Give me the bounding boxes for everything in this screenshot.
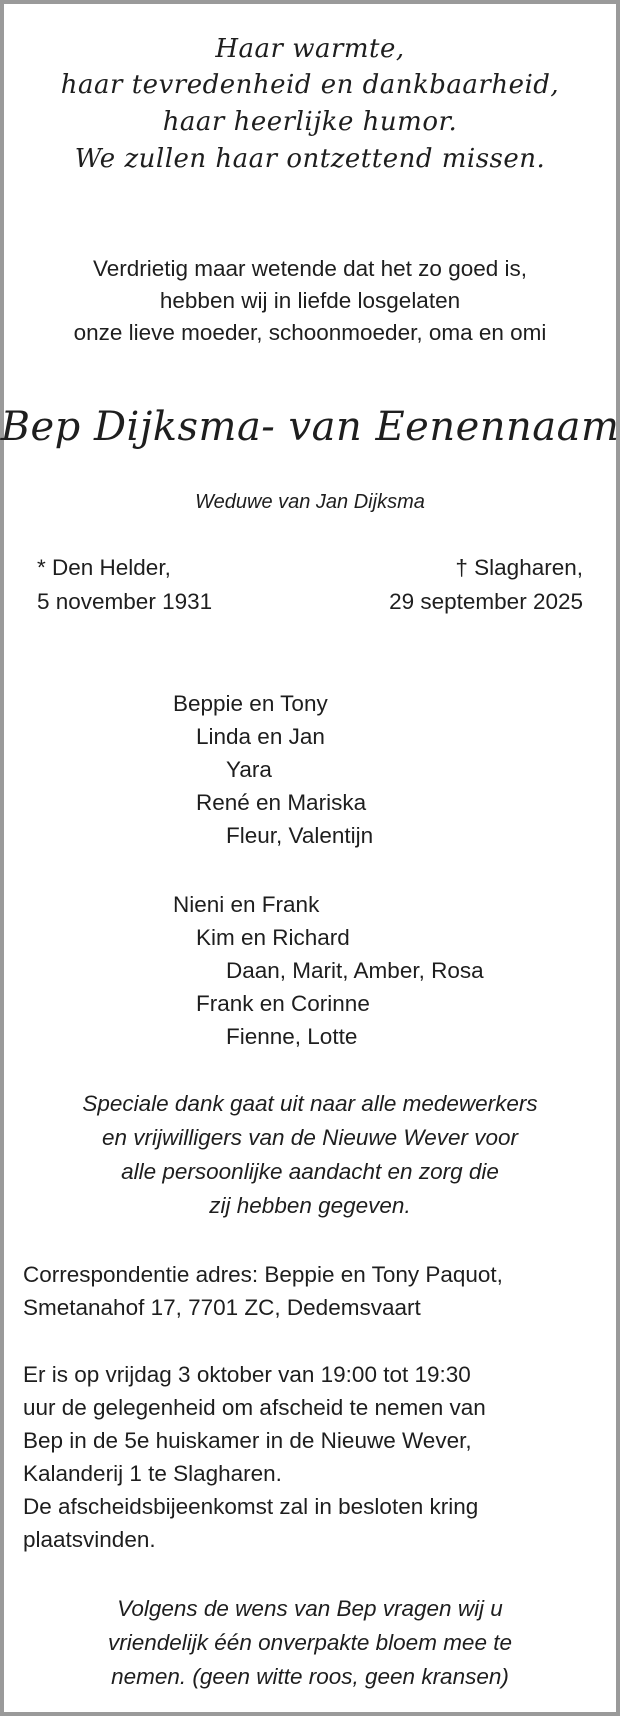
- wish-line: nemen. (geen witte roos, geen kransen): [111, 1664, 509, 1689]
- intro-line: onze lieve moeder, schoonmoeder, oma en omi: [73, 320, 547, 345]
- poem-line: haar heerlijke humor.: [162, 107, 458, 137]
- wish-line: Volgens de wens van Bep vragen wij u: [117, 1596, 503, 1621]
- family-member: Yara: [226, 757, 272, 782]
- thanks-line: en vrijwilligers van de Nieuwe Wever voor: [102, 1125, 518, 1150]
- widow-subtitle: Weduwe van Jan Dijksma: [195, 491, 425, 513]
- poem-line: haar tevredenheid en dankbaarheid,: [60, 70, 560, 100]
- intro-line: hebben wij in liefde losgelaten: [159, 288, 461, 313]
- farewell-line: De afscheidsbijeenkomst zal in besloten kring: [23, 1494, 479, 1519]
- family-member: Fienne, Lotte: [226, 1024, 358, 1049]
- deceased-name: Bep Dijksma- van Eenennaam: [0, 404, 620, 450]
- thanks-line: alle persoonlijke aandacht en zorg die: [121, 1159, 499, 1184]
- farewell-line: Bep in de 5e huiskamer in de Nieuwe Wever,: [23, 1428, 472, 1453]
- birth-place: * Den Helder,: [37, 555, 171, 580]
- farewell-line: Er is op vrijdag 3 oktober van 19:00 tot 19:30: [23, 1362, 471, 1387]
- farewell-line: plaatsvinden.: [23, 1527, 156, 1552]
- wish-line: vriendelijk één onverpakte bloem mee te: [108, 1630, 512, 1655]
- family-member: Daan, Marit, Amber, Rosa: [226, 958, 484, 983]
- family-member: René en Mariska: [196, 790, 367, 815]
- farewell-line: Kalanderij 1 te Slagharen.: [23, 1461, 282, 1486]
- thanks-line: zij hebben gegeven.: [209, 1193, 411, 1218]
- death-place: † Slagharen,: [455, 555, 583, 580]
- farewell-line: uur de gelegenheid om afscheid te nemen van: [23, 1395, 486, 1420]
- family-member: Frank en Corinne: [196, 991, 370, 1016]
- intro-line: Verdrietig maar wetende dat het zo goed is,: [92, 256, 527, 281]
- address-line: Smetanahof 17, 7701 ZC, Dedemsvaart: [23, 1295, 421, 1320]
- poem-line: Haar warmte,: [215, 34, 405, 64]
- poem-line: We zullen haar ontzettend missen.: [74, 144, 546, 174]
- address-line: Correspondentie adres: Beppie en Tony Paquot,: [23, 1262, 503, 1287]
- family-member: Nieni en Frank: [173, 892, 320, 917]
- family-member: Fleur, Valentijn: [226, 823, 374, 848]
- thanks-line: Speciale dank gaat uit naar alle medewerkers: [82, 1091, 538, 1116]
- birth-date: 5 november 1931: [37, 589, 213, 614]
- family-member: Beppie en Tony: [173, 691, 328, 716]
- death-date: 29 september 2025: [389, 589, 583, 614]
- family-member: Linda en Jan: [196, 724, 325, 749]
- family-member: Kim en Richard: [196, 925, 350, 950]
